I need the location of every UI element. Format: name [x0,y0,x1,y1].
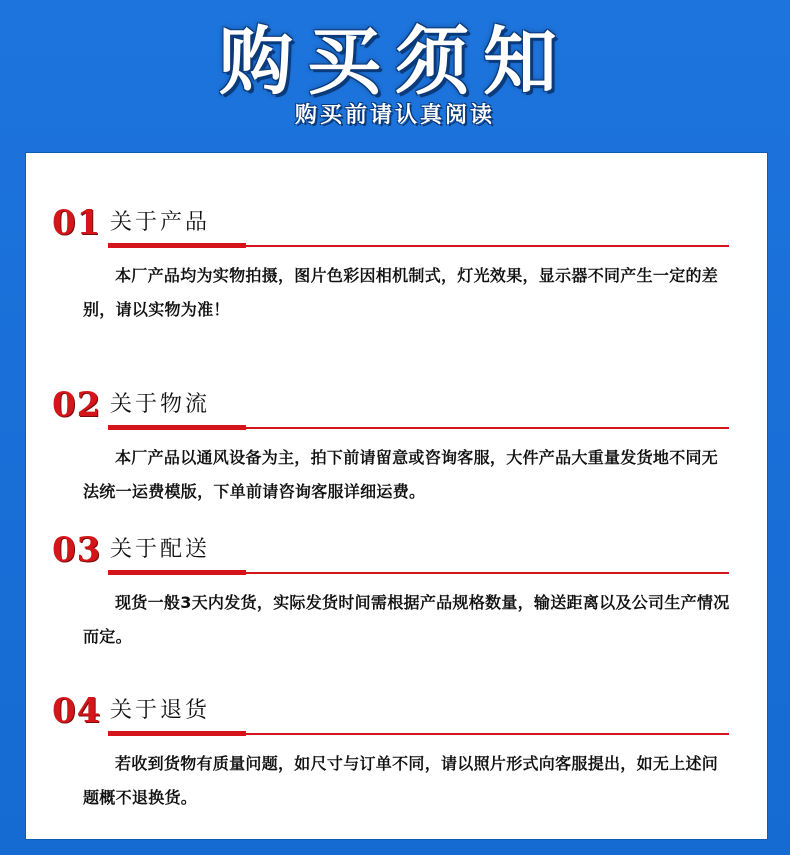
section-title: 关于配送 [110,537,211,562]
section-number: 03 [52,530,102,570]
section-title: 关于产品 [110,210,211,235]
section-number: 04 [52,691,102,731]
section-body: 若收到货物有质量问题，如尺寸与订单不同，请以照片形式向客服提出，如无上述问题概不退换货。 [83,754,719,807]
divider-accent [108,570,246,575]
divider-accent [108,425,246,430]
divider-accent [108,243,246,248]
section-number: 02 [52,385,102,425]
page-title: 购买须知 [219,19,571,105]
page-subtitle: 购买前请认真阅读 [294,103,495,128]
section-number: 01 [52,203,102,243]
divider-accent [108,731,246,736]
notice-panel [26,153,767,839]
section-body: 本厂产品以通风设备为主，拍下前请留意或咨询客服，大件产品大重量发货地不同无法统一运费模版，下单前请咨询客服详细运费。 [83,448,719,501]
section-title: 关于退货 [110,698,211,723]
section-body: 现货一般3天内发货，实际发货时间需根据产品规格数量，输送距离以及公司生产情况而定。 [83,593,730,646]
section-title: 关于物流 [110,392,211,417]
section-body: 本厂产品均为实物拍摄，图片色彩因相机制式，灯光效果，显示器不同产生一定的差别，请以实物为准！ [83,266,719,319]
